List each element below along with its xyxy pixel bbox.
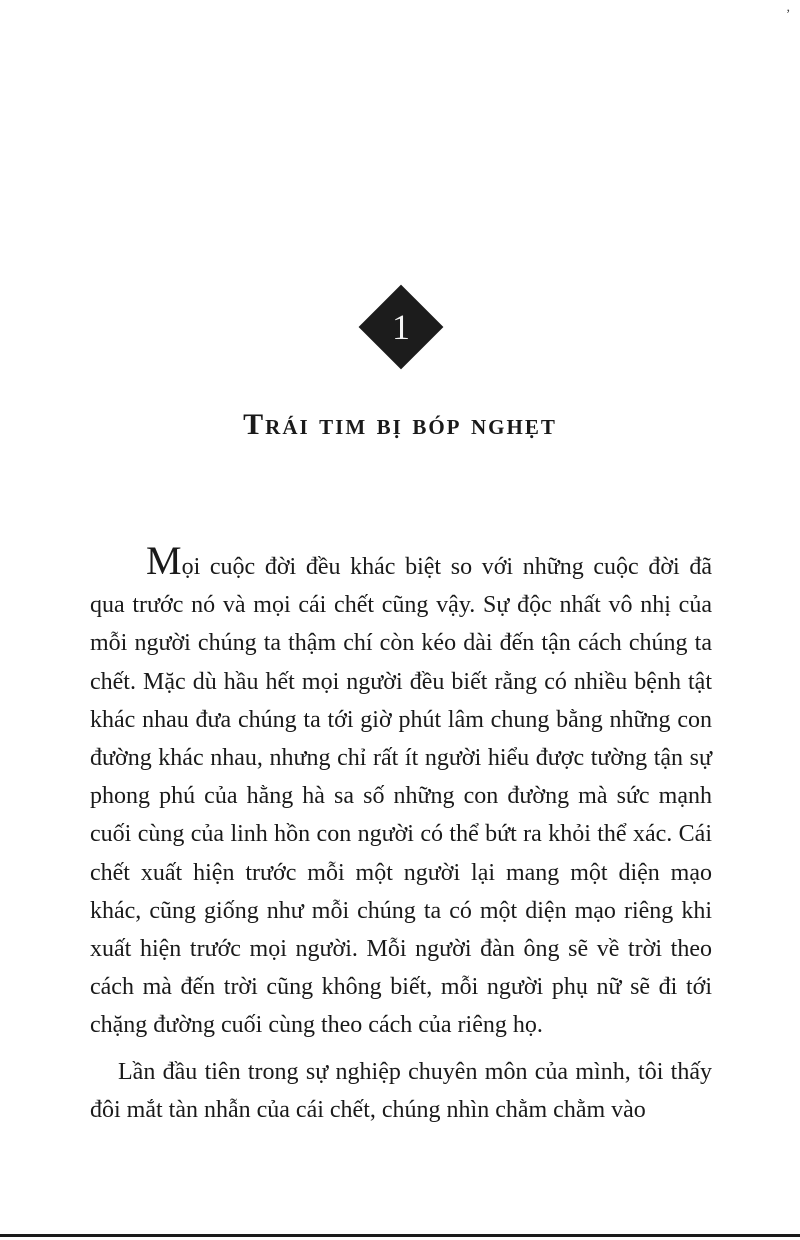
chapter-number-badge (357, 283, 445, 371)
corner-mark: , (786, 0, 790, 15)
chapter-title: Trái tim bị bóp nghẹt (243, 408, 557, 441)
paragraph-2: Lần đầu tiên trong sự nghiệp chuyên môn của mình, tôi thấy đôi mắt tàn nhẫn của cái chết, chúng nhìn chằm chằm vào (90, 1058, 712, 1123)
body-text (90, 538, 712, 1129)
bottom-rule (0, 1234, 800, 1237)
chapter-number: 1 (392, 307, 410, 347)
paragraph-1: Mọi cuộc đời đều khác biệt so với những cuộc đời đã qua trước nó và mọi cái chết cũng vậy. Sự độc nhất vô nhị của mỗi người chúng ta thậm chí còn kéo dài đến tận cách chúng ta chết. Mặc dù hầu hết mọi người đều biết rằng có nhiều bệnh tật khác nhau đưa chúng ta tới giờ phút lâm chung bằng những con đường khác nhau, nhưng chỉ rất ít người hiểu được tường tận sự phong phú của hằng hà sa số những con đường mà sức mạnh cuối cùng của linh hồn con người có thể bứt ra khỏi thể xác. Cái chết xuất hiện trước mỗi một người lại mang một diện mạo khác, cũng giống như mỗi chúng ta có một diện mạo riêng khi xuất hiện trước mọi người. Mỗi người đàn ông sẽ về trời theo cách mà đến trời cũng không biết, mỗi người phụ nữ sẽ đi tới chặng đường cuối cùng theo cách của riêng họ. (90, 538, 712, 1039)
